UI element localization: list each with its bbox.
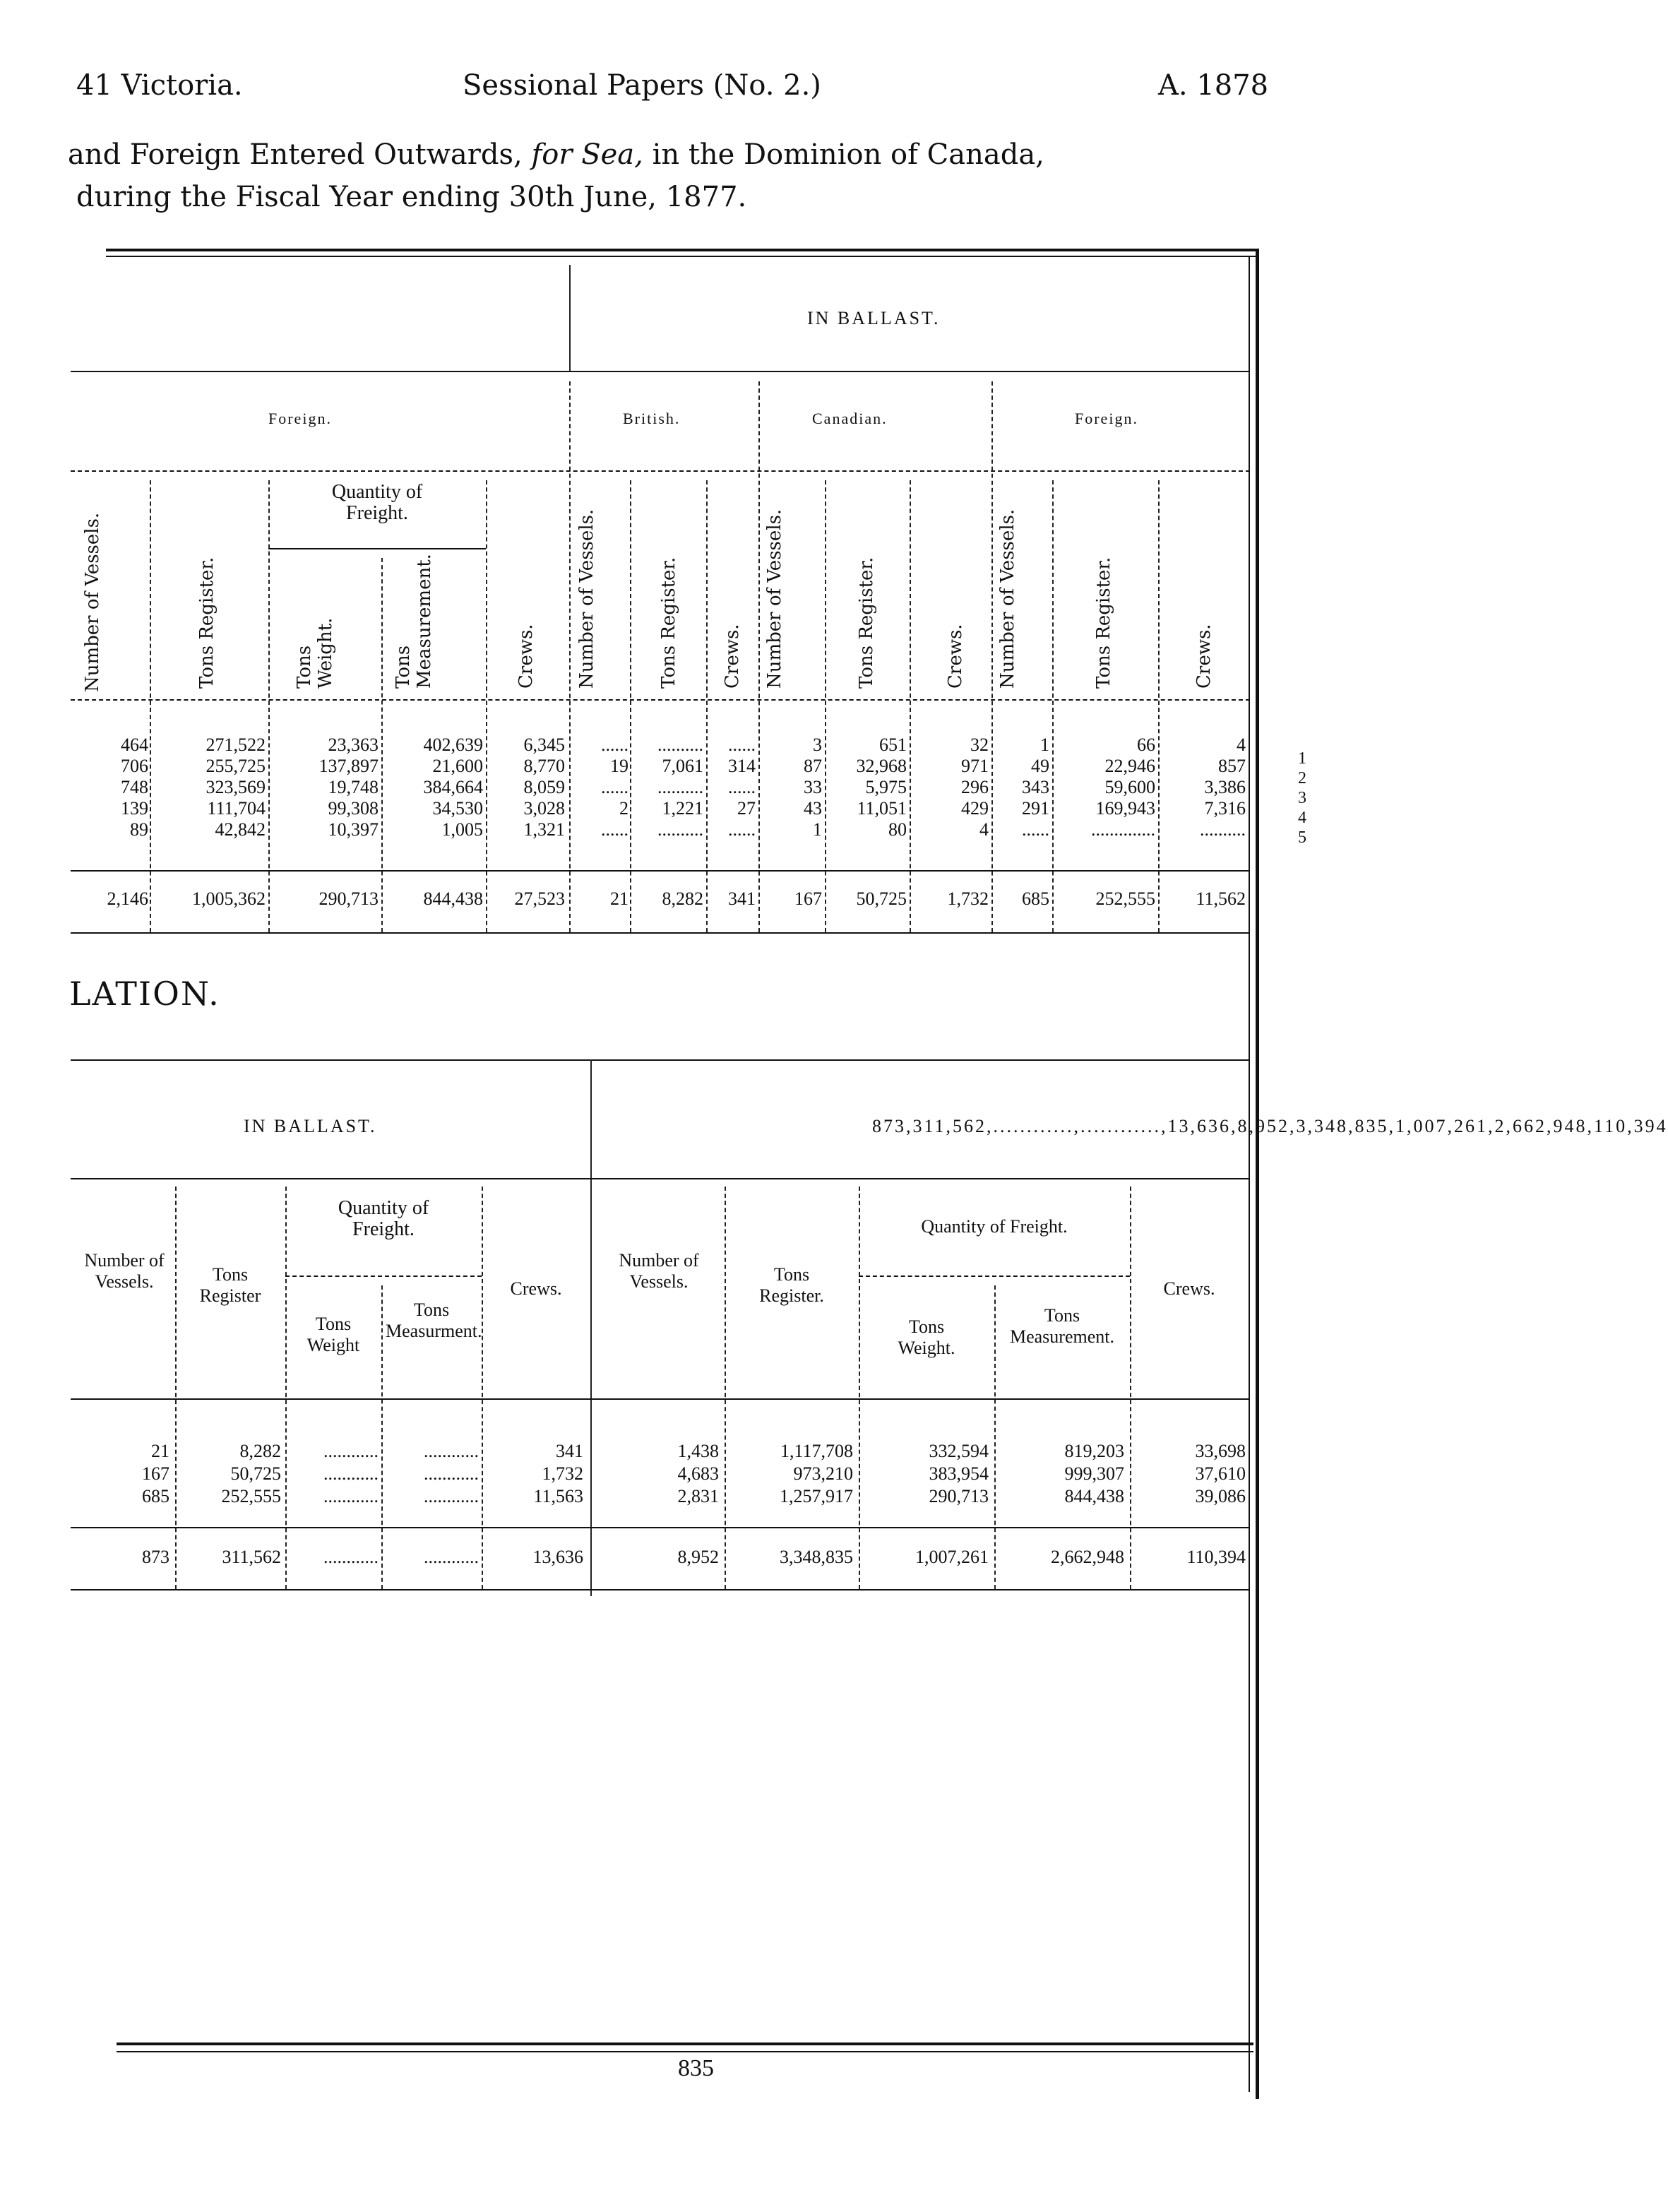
upper-cell: 10,397	[328, 819, 379, 840]
upper-cell: 59,600	[1104, 777, 1155, 797]
upper-col-cnv-text: Number of Vessels.	[764, 509, 785, 689]
upper-col-div	[825, 480, 826, 932]
lower-nv-text: Number of Vessels.	[84, 1250, 165, 1292]
upper-col-foreign-tr: Tons Register.	[1093, 557, 1114, 689]
upper-cell: 80	[888, 819, 907, 840]
upper-cell: 4	[979, 819, 989, 840]
lower-col-number-of-vessels	[73, 1250, 175, 1292]
upper-cell: ..........	[657, 735, 703, 755]
upper-cell: ......	[728, 819, 756, 840]
lower-cell: 973,210	[793, 1463, 853, 1484]
lower-cell: 21	[151, 1441, 169, 1461]
lower-cell: ............	[424, 1486, 479, 1506]
bottom-rule-2	[117, 2051, 1253, 2052]
upper-cell: 32	[970, 735, 989, 755]
upper-col-fnv-text: Number of Vessels.	[997, 509, 1018, 689]
upper-cell: ......	[1022, 819, 1049, 840]
upper-cell: 314	[728, 756, 756, 776]
upper-rule-5	[71, 932, 1250, 934]
lower-tr2-text: Tons Register.	[759, 1264, 824, 1306]
lower-cell: 252,555	[221, 1486, 281, 1506]
upper-col-number-of-vessels	[82, 480, 103, 692]
lower-cell: 1,732	[542, 1463, 583, 1484]
upper-col-british-nv	[576, 505, 597, 689]
right-border	[1256, 249, 1259, 2099]
upper-cell: 43	[804, 798, 822, 819]
upper-cell: 66	[1137, 735, 1155, 755]
lower-cell: 1,257,917	[780, 1486, 853, 1506]
lower-nv2-text: Number of Vessels.	[619, 1250, 699, 1292]
lower-in-ballast: IN BALLAST.	[244, 1116, 377, 1136]
upper-cell: 296	[961, 777, 989, 797]
lower-tm2-text: Tons Measurement.	[1009, 1305, 1114, 1347]
lower-cell: 1,117,708	[780, 1441, 853, 1461]
lower-col-tons-register-2	[725, 1264, 859, 1307]
upper-col-canadian-nv	[764, 505, 785, 689]
lower-col-tons-weight-2	[859, 1316, 994, 1359]
upper-col-tm-text: Tons Measurement.	[393, 554, 435, 689]
upper-cell: 89	[130, 819, 148, 840]
upper-cell: 27	[737, 798, 756, 819]
lower-total-cell: 873	[142, 1547, 169, 1567]
upper-total-cell: 1,005,362	[192, 888, 266, 909]
upper-cell: 87	[804, 756, 822, 776]
upper-cell: 5,975	[865, 777, 907, 797]
upper-cell: 323,569	[205, 777, 266, 797]
lower-col-tons-measurment	[381, 1300, 482, 1342]
upper-cell: 3,028	[523, 798, 565, 819]
upper-total-cell: 50,725	[856, 888, 907, 909]
upper-qof-text: Quantity of Freight.	[331, 481, 423, 524]
recap-title: LATION.	[69, 975, 220, 1013]
upper-total-cell: 167	[794, 888, 822, 909]
upper-cell: 19,748	[328, 777, 379, 797]
lower-cell: ............	[424, 1441, 479, 1461]
lower-col-number-of-vessels-2	[593, 1250, 725, 1292]
upper-in-ballast: IN BALLAST.	[807, 308, 941, 328]
upper-col-div	[630, 480, 631, 932]
upper-group-div-canadian	[758, 381, 760, 932]
lower-cell: 167	[142, 1463, 169, 1484]
header-left: 41 Victoria.	[76, 69, 243, 102]
upper-cell: 42,842	[215, 819, 266, 840]
lower-qof-label-2: Quantity of Freight.	[921, 1216, 1068, 1237]
upper-cell: 651	[879, 735, 907, 755]
upper-cell: ..........	[657, 819, 703, 840]
upper-cell: 464	[121, 735, 148, 755]
bottom-rule	[117, 2042, 1253, 2045]
upper-cell: 111,704	[207, 798, 266, 819]
upper-total-cell: 1,732	[947, 888, 989, 909]
subtitle-line-1	[68, 138, 1339, 171]
upper-cell: 34,530	[432, 798, 483, 819]
lower-cell: 50,725	[230, 1463, 281, 1484]
lower-cell: 685	[142, 1486, 169, 1506]
upper-rule-1	[71, 371, 1250, 372]
upper-col-foreign-crews: Crews.	[1193, 624, 1215, 689]
lower-total-cell: 3,348,835	[780, 1547, 853, 1567]
upper-col-canadian-tr: Tons Register.	[856, 557, 877, 689]
lower-total-cell: ............	[323, 1547, 379, 1567]
lower-cell: 290,713	[929, 1486, 989, 1506]
upper-total-cell: 2,146	[107, 888, 148, 909]
subtitle-sea: Sea,	[581, 138, 643, 171]
upper-ballast-divider	[569, 265, 571, 371]
subtitle-for: for	[531, 138, 573, 171]
upper-col-div	[1158, 480, 1160, 932]
upper-cell: 32,968	[856, 756, 907, 776]
lower-rule-1	[71, 1059, 1250, 1061]
upper-qof-rule	[268, 548, 486, 549]
lower-col-div	[482, 1187, 483, 1589]
lower-cell: ............	[323, 1441, 379, 1461]
lower-tw-text: Tons Weight	[306, 1314, 360, 1355]
lower-cell: ............	[424, 1463, 479, 1484]
upper-group-div-british	[569, 381, 571, 932]
lower-qof-text: Quantity of Freight.	[338, 1197, 429, 1240]
upper-total-cell: 844,438	[423, 888, 483, 909]
upper-cell: 11,051	[857, 798, 907, 819]
upper-col-tons-weight	[294, 583, 336, 689]
lower-total-cell: 1,007,261	[915, 1547, 989, 1567]
lower-col-div	[859, 1187, 860, 1589]
lower-cell: 341	[556, 1441, 583, 1461]
lower-cell: 2,831	[677, 1486, 719, 1506]
upper-col-bnv-text: Number of Vessels.	[576, 509, 597, 689]
lower-qof-rule	[285, 1276, 482, 1277]
upper-col-foreign-nv	[997, 505, 1018, 689]
upper-cell: 4	[1237, 735, 1246, 755]
lower-totals: 873,311,562,............,............,13,636,8,952,3,348,835,1,007,261,2,662,948,110,394	[872, 1116, 1668, 1136]
upper-cell: 8,059	[523, 777, 565, 797]
upper-foreign2-label: Foreign.	[1075, 410, 1138, 427]
upper-cell: 255,725	[205, 756, 266, 776]
upper-col-div	[706, 480, 708, 932]
lower-total-cell: 2,662,948	[1051, 1547, 1124, 1567]
upper-cell: 6,345	[523, 735, 565, 755]
lower-main-divider	[590, 1059, 592, 1596]
upper-col-div	[910, 480, 911, 932]
upper-cell: 1	[813, 819, 822, 840]
lower-col-crews: Crews.	[510, 1278, 562, 1299]
lower-qof-rule-2	[859, 1276, 1130, 1277]
upper-cell: ..............	[1091, 819, 1155, 840]
lower-cell: 999,307	[1064, 1463, 1124, 1484]
lower-tr-text: Tons Register	[199, 1264, 261, 1306]
upper-rule-2	[71, 470, 1250, 472]
lower-rule-2	[71, 1178, 1250, 1179]
upper-cell: ......	[728, 735, 756, 755]
upper-cell: 402,639	[423, 735, 483, 755]
upper-cell: 23,363	[328, 735, 379, 755]
lower-col-tons-measurement-2	[994, 1305, 1130, 1348]
upper-cell: 971	[961, 756, 989, 776]
upper-cell: ..........	[1200, 819, 1246, 840]
lower-col-div	[175, 1187, 177, 1589]
subtitle-pre: and Foreign Entered Outwards,	[68, 138, 523, 171]
upper-cell: ......	[728, 777, 756, 797]
lower-total-cell: 110,394	[1186, 1547, 1246, 1567]
lower-col-div	[725, 1187, 726, 1589]
lower-col-crews-2: Crews.	[1163, 1278, 1215, 1299]
upper-cell: 7,061	[662, 756, 703, 776]
upper-col-canadian-crews: Crews.	[945, 624, 966, 689]
upper-cell: 343	[1022, 777, 1049, 797]
lower-cell: 8,282	[239, 1441, 281, 1461]
upper-total-cell: 27,523	[514, 888, 565, 909]
page-number: 835	[678, 2055, 714, 2081]
upper-total-cell: 21	[610, 888, 629, 909]
line-number: 4	[1298, 809, 1306, 827]
lower-cell: 844,438	[1064, 1486, 1124, 1506]
upper-cell: 2	[619, 798, 629, 819]
top-rule-2	[106, 256, 1257, 257]
upper-col-british-tr: Tons Register.	[658, 557, 679, 689]
lower-cell: ............	[323, 1463, 379, 1484]
lower-cell: 39,086	[1195, 1486, 1246, 1506]
lower-cell: ............	[323, 1486, 379, 1506]
upper-col-div	[150, 480, 151, 932]
upper-canadian-label: Canadian.	[812, 410, 888, 427]
lower-total-cell: ............	[424, 1547, 479, 1567]
lower-cell: 37,610	[1195, 1463, 1246, 1484]
upper-cell: 748	[121, 777, 148, 797]
upper-col-div	[486, 480, 487, 932]
lower-total-cell: 13,636	[532, 1547, 583, 1567]
upper-rule-4	[71, 870, 1250, 872]
upper-british-label: British.	[623, 410, 681, 427]
upper-cell: 429	[961, 798, 989, 819]
upper-col-tons-measurement	[393, 554, 435, 689]
upper-total-cell: 341	[728, 888, 756, 909]
upper-cell: 169,943	[1095, 798, 1155, 819]
right-border-inner	[1249, 256, 1250, 2092]
upper-col-crews: Crews.	[516, 624, 537, 689]
lower-cell: 4,683	[677, 1463, 719, 1484]
lower-cell: 1,438	[677, 1441, 719, 1461]
upper-total-cell: 252,555	[1095, 888, 1155, 909]
lower-cell: 383,954	[929, 1463, 989, 1484]
upper-cell: 8,770	[523, 756, 565, 776]
upper-cell: ..........	[657, 777, 703, 797]
lower-cell: 332,594	[929, 1441, 989, 1461]
upper-cell: 19	[610, 756, 629, 776]
line-number: 2	[1298, 769, 1306, 787]
line-numbers	[1298, 749, 1319, 848]
upper-cell: ......	[601, 819, 629, 840]
upper-group-div-foreign2	[991, 381, 993, 932]
upper-cell: 49	[1031, 756, 1049, 776]
subtitle-line-2: during the Fiscal Year ending 30th June, 1877.	[76, 181, 747, 213]
lower-qof-label	[285, 1198, 482, 1240]
upper-cell: 1,321	[523, 819, 565, 840]
lower-total-cell: 311,562	[222, 1547, 281, 1567]
lower-col-tons-weight	[285, 1314, 381, 1356]
lower-rule-5	[71, 1589, 1250, 1590]
lower-total-cell: 8,952	[677, 1547, 719, 1567]
upper-cell: 1	[1040, 735, 1049, 755]
upper-col-tw-text: Tons Weight.	[294, 617, 336, 689]
upper-total-cell: 685	[1022, 888, 1049, 909]
subtitle-post: in the Dominion of Canada,	[652, 138, 1044, 171]
upper-cell: 3	[813, 735, 822, 755]
lower-rule-4	[71, 1527, 1250, 1528]
upper-cell: 137,897	[318, 756, 379, 776]
upper-total-cell: 11,562	[1196, 888, 1246, 909]
line-number: 3	[1298, 789, 1306, 807]
lower-col-div	[1130, 1187, 1131, 1589]
upper-cell: 291	[1022, 798, 1049, 819]
upper-cell: 3,386	[1204, 777, 1246, 797]
line-number: 5	[1298, 828, 1306, 847]
header-center: Sessional Papers (No. 2.)	[463, 69, 821, 102]
upper-cell: ......	[601, 735, 629, 755]
upper-total-cell: 290,713	[318, 888, 379, 909]
upper-cell: 139	[121, 798, 148, 819]
upper-col-nv-text: Number of Vessels.	[82, 512, 103, 692]
lower-col-tons-register	[175, 1264, 285, 1307]
upper-cell: 384,664	[423, 777, 483, 797]
header-right: A. 1878	[1158, 69, 1269, 102]
upper-cell: 857	[1218, 756, 1246, 776]
upper-rule-3	[71, 699, 1250, 701]
upper-cell: 706	[121, 756, 148, 776]
upper-qof-label	[268, 482, 486, 524]
lower-cell: 33,698	[1195, 1441, 1246, 1461]
lower-tw2-text: Tons Weight.	[898, 1316, 955, 1358]
upper-col-tons-register: Tons Register.	[196, 557, 218, 689]
upper-cell: 21,600	[432, 756, 483, 776]
lower-tm-text: Tons Measurment.	[386, 1300, 482, 1341]
lower-rule-3	[71, 1398, 1250, 1400]
top-rule	[106, 249, 1257, 251]
lower-cell: 819,203	[1064, 1441, 1124, 1461]
upper-cell: 1,005	[441, 819, 483, 840]
upper-cell: 271,522	[205, 735, 266, 755]
upper-cell: 7,316	[1204, 798, 1246, 819]
lower-col-div	[285, 1187, 287, 1589]
upper-cell: 22,946	[1104, 756, 1155, 776]
upper-col-div	[1052, 480, 1054, 932]
upper-cell: 99,308	[328, 798, 379, 819]
upper-cell: ......	[601, 777, 629, 797]
upper-foreign-label: Foreign.	[268, 410, 332, 427]
upper-cell: 33	[804, 777, 822, 797]
lower-cell: 11,563	[533, 1486, 583, 1506]
upper-total-cell: 8,282	[662, 888, 703, 909]
upper-col-british-crews: Crews.	[722, 624, 743, 689]
line-number: 1	[1298, 749, 1306, 768]
upper-cell: 1,221	[662, 798, 703, 819]
